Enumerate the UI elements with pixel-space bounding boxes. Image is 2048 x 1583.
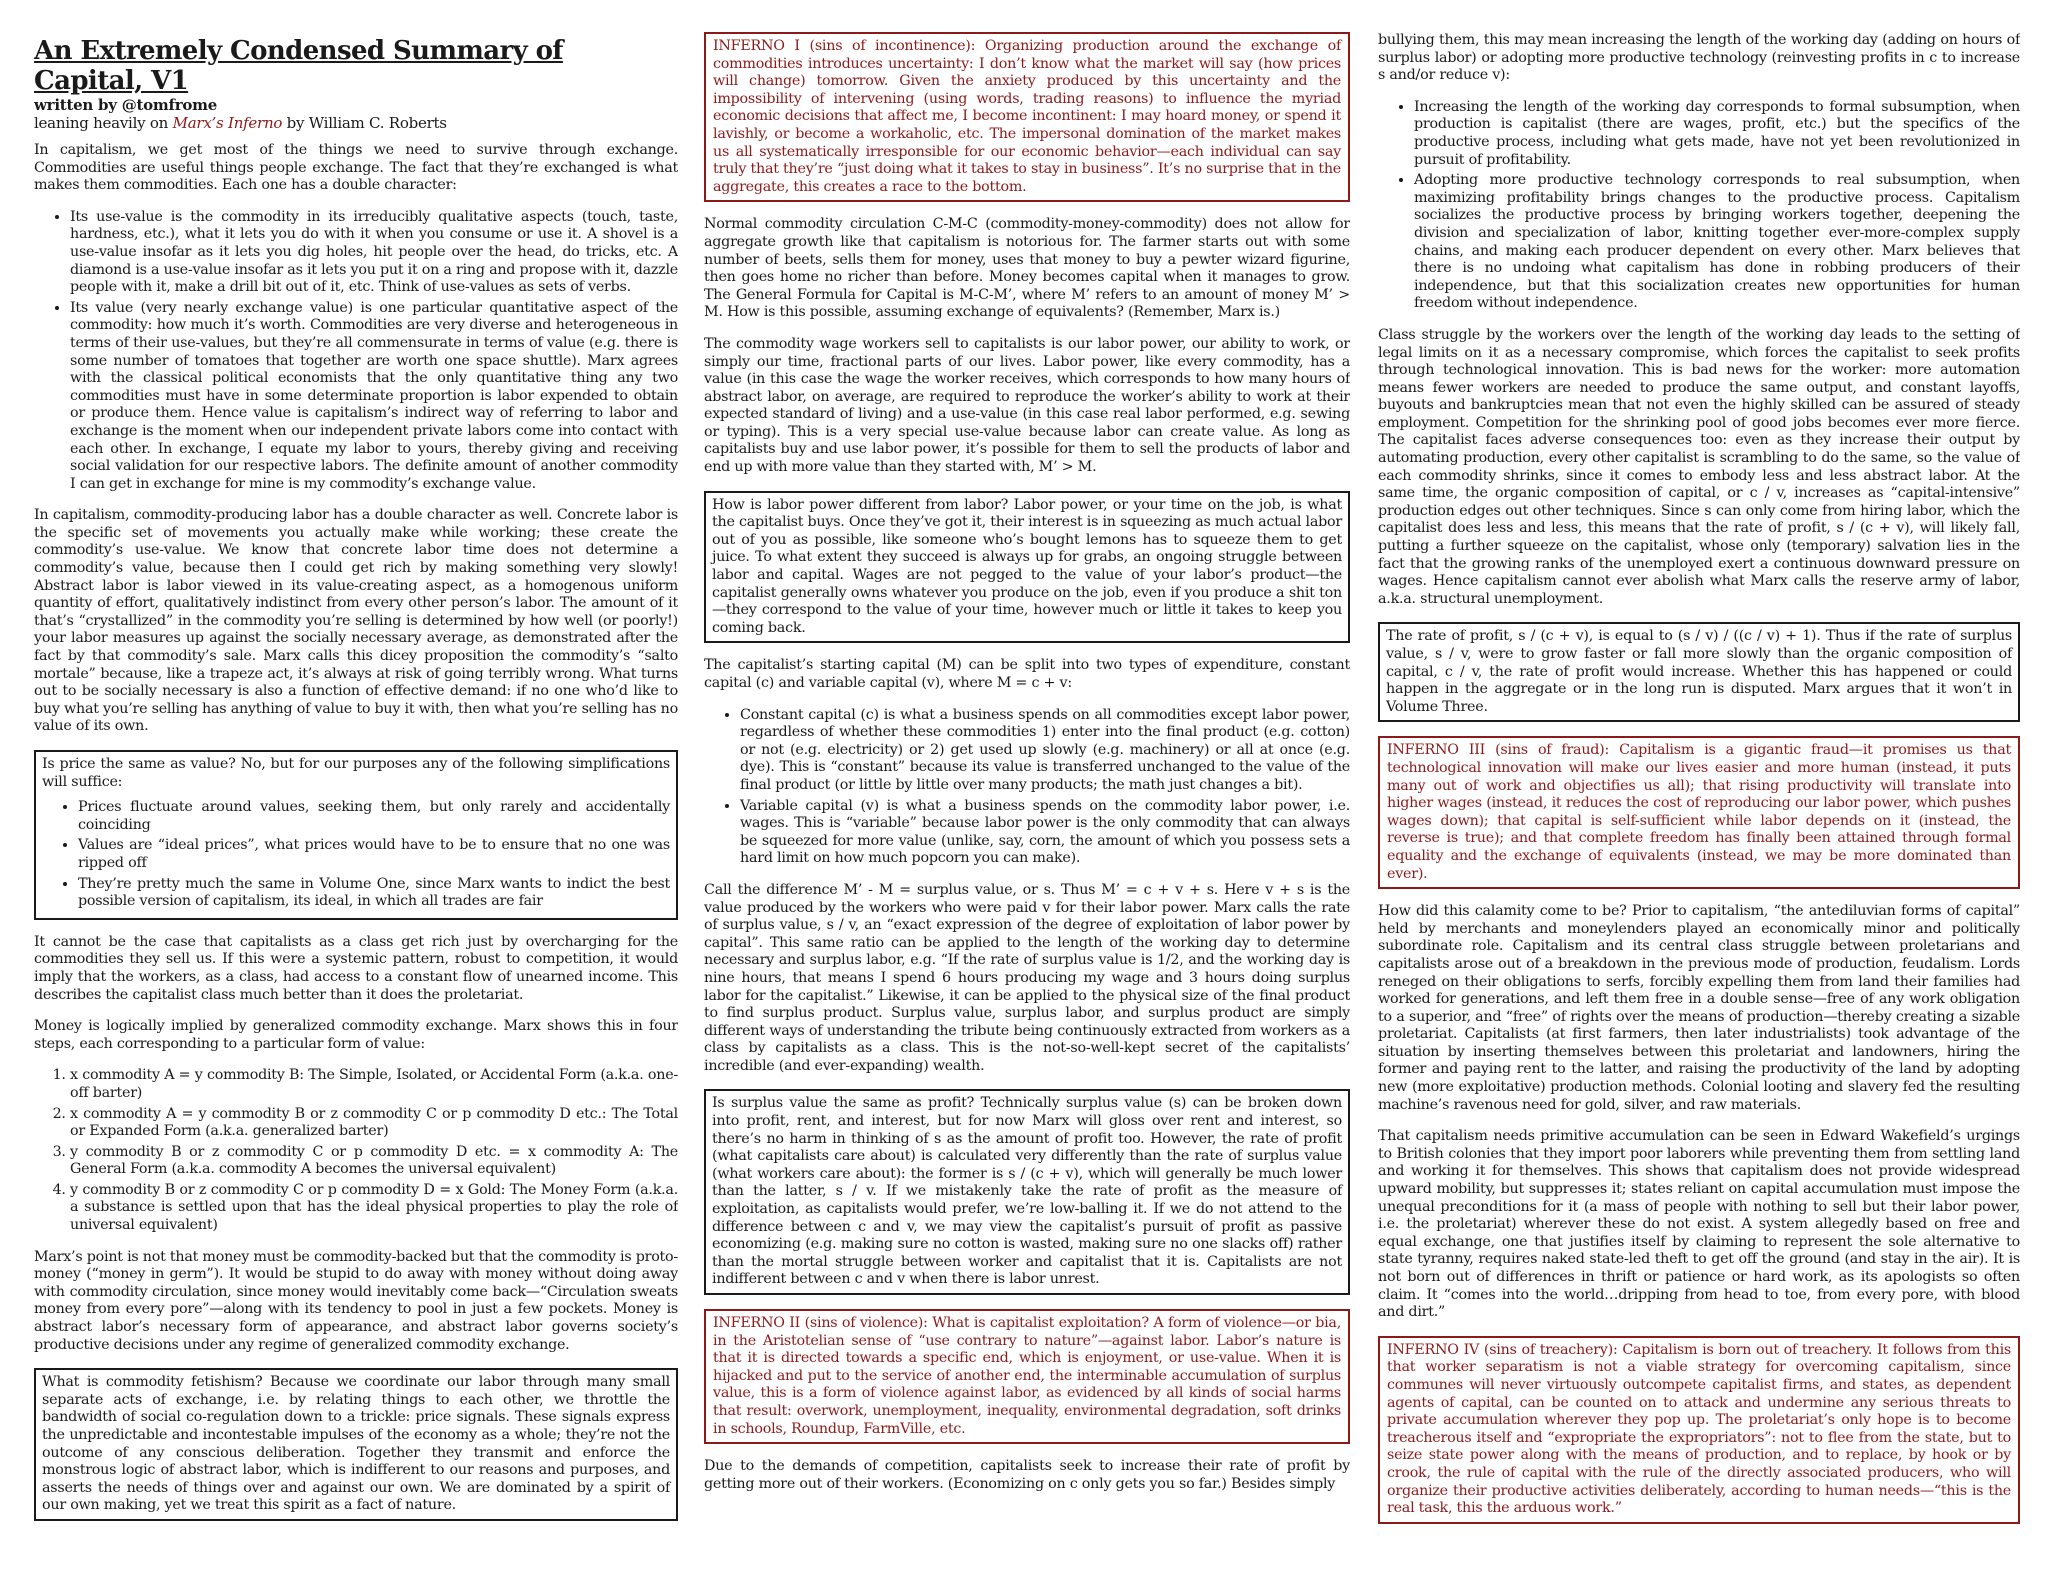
list-item: • Prices fluctuate around values, seeking them, but only rarely and accidentally coinciding	[78, 799, 670, 834]
byline: written by @tomfrome	[34, 96, 218, 114]
list-item-real-subsumption: • Adopting more productive technology corresponds to real subsumption, when maximizing profitability brings changes to the productive process. Capitalism socializes the productive process by bringing workers together, deepening the division and specialization of labor, knitting together ever-more-complex supply chains, and making each producer dependent on every other. Marx believes that there is no undoing what capitalism has done in robbing producers of their independence, but that this socialization creates new opportunities for human freedom without independence.	[1414, 172, 2020, 313]
overcharging-paragraph: It cannot be the case that capitalists as a class get rich just by overcharging for the commodities they sell us. If this were a systemic pattern, robust to competition, it would imply that the workers, as a class, had access to a constant flow of unearned income. This describes the capitalist class much better than it does the proletariat.	[34, 933, 678, 1003]
inferno-4-box: INFERNO IV (sins of treachery): Capitalism is born out of treachery. It follows from this that worker separatism is not a viable strategy for overcoming capitalism, since communes will never virtuously outcompete capitalist firms, and states, as dependent agents of capital, can be counted on to attack and undermine any serious threats to private accumulation wherever they pop up. The proletariat’s only hope is to become treacherous itself and “expropriate the expropriators”: not to flee from the state, but to seize state power along with the means of production, and to replace, by hook or by crook, the rule of capital with the rule of the directly associated producers, who will organize their productive activities deliberately, according to human needs—“this is the real task, this the arduous work.”	[1378, 1336, 2020, 1524]
capital-split-list	[704, 707, 1350, 868]
list-item-value: • Its value (very nearly exchange value) is one particular quantitative aspect of the commodity: how much it’s worth. Commodities are very diverse and heterogeneous in terms of their use-values, but they’re all commensurate in terms of value (e.g. there is some number of tomatoes that together are worth one space shuttle). Marx agrees with the classical political economists that the only quantitative thing any two commodities must have in some determinate proportion is labor expended to obtain or produce them. Hence value is capitalism’s indirect way of referring to labor and exchange is the moment when our independent private labors come into contact with each other. In exchange, I equate my labor to yours, thereby giving and receiving social validation for our respective labors. The definite amount of another commodity I can get in exchange for mine is my commodity’s exchange value.	[70, 300, 678, 494]
money-intro-paragraph: Money is logically implied by generalized commodity exchange. Marx shows this in four steps, each corresponding to a particular form of value:	[34, 1018, 678, 1052]
price-value-box	[34, 750, 678, 920]
continuation-paragraph: bullying them, this may mean increasing the length of the working day (adding on hours of surplus labor) or adopting more productive technology (reinvesting profits in c to increase s and/or reduce v):	[1378, 32, 2020, 84]
column-1	[34, 32, 678, 1572]
list-item-variable-capital: • Variable capital (v) is what a business spends on the commodity labor power, i.e. wages. This is “variable” because labor power is the only commodity that can always be squeezed for more value (unlike, say, corn, the amount of which you possess sets a hard limit on how much popcorn you can make).	[740, 798, 1350, 868]
credit-suffix: by William C. Roberts	[282, 114, 447, 132]
labor-paragraph: In capitalism, commodity-producing labor has a double character as well. Concrete labor is the specific set of movements you actually make while working; these create the commodity’s use-value. We know that concrete labor time does not determine a commodity’s value, because then I could get rich by making something very slowly! Abstract labor is labor viewed in its value-creating aspect, as a homogenous uniform quantity of effort, qualitatively indistinct from every other person’s labor. The amount of it that’s “crystallized” in the commodity you’re selling is determined by how well (or poorly!) your labor measures up against the socially necessary average, as demonstrated after the fact by that commodity’s sale. Marx calls this dicey proposition the commodity’s “salto mortale” because, like a trapeze act, it’s always at risk of going terribly wrong. What turns out to be socially necessary is also a function of effective demand: if no one who’d like to buy what you’re selling has anything of value to buy it with, then what you’re selling has no value of its own.	[34, 507, 678, 735]
list-item: 3. y commodity B or z commodity C or p commodity D etc. = x commodity A: The General Form (a.k.a. commodity A becomes the universal equivalent)	[70, 1144, 678, 1179]
rate-of-profit-box: The rate of profit, s / (c + v), is equal to (s / v) / ((c / v) + 1). Thus if the rate of surplus value, s / v, were to grow faster or fall more slowly than the organic composition of capital, c / v, the rate of profit would increase. Whether this has happened or could happen in the aggregate or in the long run is disputed. Marx argues that it won’t in Volume Three.	[1378, 622, 2020, 722]
capital-split-paragraph: The capitalist’s starting capital (M) can be split into two types of expenditure, constant capital (c) and variable capital (v), where M = c + v:	[704, 657, 1350, 691]
value-forms-list	[34, 1067, 678, 1234]
money-point-paragraph: Marx’s point is not that money must be commodity-backed but that the commodity is proto-money (“money in germ”). It would be stupid to do away with money without doing away with commodity circulation, since money would inevitably come back—“Circulation sweats money from every pore”—along with its tendency to pool in just a few pockets. Money is abstract labor’s necessary form of appearance, and abstract labor governs society’s productive decisions under any regime of generalized commodity exchange.	[34, 1248, 678, 1353]
inferno-1-box: INFERNO I (sins of incontinence): Organizing production around the exchange of commodities introduces uncertainty: I don’t know what the market will say (how prices will change) tomorrow. Given the anxiety produced by this uncertainty and the impossibility of intervening (using words, trading reasons) to influence the myriad economic decisions that affect me, I become incontinent: I may hoard money, or spend it lavishly, or become a workaholic, etc. The impersonal domination of the market makes us all systematically irresponsible for our economic behavior—each individual can say truly that they’re “just doing what it takes to stay in business”. It’s no surprise that in the aggregate, this creates a race to the bottom.	[704, 32, 1350, 202]
list-item-formal-subsumption: • Increasing the length of the working day corresponds to formal subsumption, when production is capitalist (there are wages, profit, etc.) but the specifics of the productive process, including what gets made, have not yet been revolutionized in pursuit of profitability.	[1414, 99, 2020, 169]
cmc-paragraph: Normal commodity circulation C-M-C (commodity-money-commodity) does not allow for aggregate growth like that capitalism is notorious for. The farmer starts out with some number of beets, sells them for money, uses that money to buy a pewter wizard figurine, then goes home no richer than before. Money becomes capital when it manages to grow. The General Formula for Capital is M-C-M’, where M’ refers to an amount of money M’ > M. How is this possible, assuming exchange of equivalents? (Remember, Marx is.)	[704, 216, 1350, 321]
competition-paragraph: Due to the demands of competition, capitalists seek to increase their rate of profit by getting more out of their workers. (Economizing on c only gets you so far.) Besides simply	[704, 1458, 1350, 1492]
list-item: • They’re pretty much the same in Volume One, since Marx wants to indict the best possible version of capitalism, its ideal, in which all trades are fair	[78, 876, 670, 911]
surplus-value-paragraph: Call the difference M’ - M = surplus value, or s. Thus M’ = c + v + s. Here v + s is the value produced by the workers who were paid v for their labor power. Marx calls the rate of surplus value, s / v, an “exact expression of the degree of exploitation of labor power by capital”. This same ratio can be applied to the length of the working day to determine necessary and surplus labor, e.g. “If the rate of surplus value is 1/2, and the working day is nine hours, that means I spend 6 hours producing my wage and 3 hours doing surplus labor for the capitalist.” Likewise, it can be applied to the physical size of the final product to find surplus product. Surplus value, surplus labor, and surplus product are simply different ways of understanding the tribute being continuously extracted from workers as a class by capitalists as a class. This is the not-so-well-kept secret of the capitalists’ incredible (and ever-expanding) wealth.	[704, 881, 1350, 1074]
inferno-3-box: INFERNO III (sins of fraud): Capitalism is a gigantic fraud—it promises us that technological innovation will make our lives easier and more human (instead, it puts many out of work and objectifies us all); that rising productivity will translate into higher wages (instead, it reduces the cost of reproducing our labor power, which pushes wages down); that capital is self-sufficient while labor depends on it (instead, the reverse is true); and that complete freedom has finally been attained through formal equality and the exchange of equivalents (instead, we may be more dominated than ever).	[1378, 736, 2020, 889]
list-item: 2. x commodity A = y commodity B or z commodity C or p commodity D etc.: The Total or Expanded Form (a.k.a. generalized barter)	[70, 1106, 678, 1141]
credit-prefix: leaning heavily on	[34, 114, 173, 132]
column-3	[1378, 32, 2020, 1572]
inferno-2-box: INFERNO II (sins of violence): What is capitalist exploitation? A form of violence—or bia, in the Aristotelian sense of “use contrary to nature”—against labor. Labor’s nature is that it is directed towards a specific end, which is enjoyment, or use-value. When it is hijacked and put to the service of another end, the interminable accumulation of surplus value, this is a form of violence against labor, as evidenced by all kinds of social harms that result: overwork, unemployment, inequality, environmental degradation, soft drinks in schools, Roundup, FarmVille, etc.	[704, 1309, 1350, 1444]
double-character-list	[34, 209, 678, 494]
profit-box: Is surplus value the same as profit? Technically surplus value (s) can be broken down into profit, rent, and interest, but for now Marx will gloss over rent and interest, so there’s no harm in thinking of s as the amount of profit too. However, the rate of profit (what capitalists care about) is calculated very differently than the rate of surplus value (what workers care about): the former is s / (c + v), which will generally be much lower than the latter, s / v. If we mistakenly take the rate of profit as the measure of exploitation, as capitalists would prefer, we’re low-balling it. If we do not attend to the difference between c and v, we may view the capitalist’s pursuit of profit as passive economizing (e.g. making sure no cotton is wasted, making sure no one slacks off) rather than the mortal struggle between worker and capitalist that it is. Capitalists are not indifferent between c and v when there is labor unrest.	[704, 1089, 1350, 1295]
list-item: • Values are “ideal prices”, what prices would have to be to ensure that no one was ripped off	[78, 837, 670, 872]
list-item-constant-capital: • Constant capital (c) is what a business spends on all commodities except labor power, regardless of whether these commodities 1) enter into the final product (e.g. cotton) or not (e.g. electricity) or 2) get used up slowly (e.g. machinery) or all at once (e.g. dye). This is “constant” because its value is transferred unchanged to the value of the final product (or little by little over many products; the math just changes a bit).	[740, 707, 1350, 795]
page-title: An Extremely Condensed Summary of Capital, V1	[34, 36, 563, 96]
labor-power-box: How is labor power different from labor? Labor power, or your time on the job, is what the capitalist buys. Once they’ve got it, their interest is in squeezing as much actual labor out of you as possible, like someone who’s bought lemons has to squeeze them to get juice. To what extent they succeed is always up for grabs, an ongoing struggle between labor and capital. Wages are not pegged to the value of your labor’s product—the capitalist generally owns whatever you produce on the job, even if you produce a shit ton—they correspond to the value of your time, however much or little it takes to keep you coming back.	[704, 491, 1350, 644]
price-box-list	[42, 799, 670, 911]
calamity-paragraph: How did this calamity come to be? Prior to capitalism, “the antediluvian forms of capital” held by merchants and moneylenders played an economically minor and politically subordinate role. Capitalism and its central class struggle between proletarians and capitalists arose out of a breakdown in the previous mode of production, feudalism. Lords reneged on their obligations to serfs, forcibly expelling them from land their families had worked for generations, and left them free in a double sense—free of any work obligation to a superior, and “free” of rights over the means of production—thereby creating a sizable proletariat. Capitalists (at first farmers, then later industrialists) took advantage of the situation by inserting themselves between this proletariat and landowners, hiring the former and paying rent to the latter, and raising the productivity of the land by adopting new (more exploitative) production methods. Colonial looting and slavery fed the resulting machine’s ravenous need for gold, silver, and raw materials.	[1378, 903, 2020, 1113]
credit-line	[34, 114, 678, 132]
subsumption-list	[1378, 99, 2020, 313]
column-2	[704, 32, 1350, 1572]
credit-book-link[interactable]: Marx’s Inferno	[172, 114, 283, 132]
commodity-fetishism-box: What is commodity fetishism? Because we coordinate our labor through many small separate acts of exchange, i.e. by relating things to each other, we throttle the bandwidth of social co-regulation down to a trickle: price signals. These signals express the unpredictable and incontestable impulses of the economy as a whole; they’re not the outcome of any conscious deliberation. Together they transmit and enforce the monstrous logic of abstract labor, which is indifferent to our reasons and purposes, and asserts the needs of things over and against our own. We are dominated by a spirit of our own making, yet we treat this spirit as a fact of nature.	[34, 1368, 678, 1521]
labor-power-paragraph: The commodity wage workers sell to capitalists is our labor power, our ability to work, or simply our time, fractional parts of our lives. Labor power, like every commodity, has a value (in this case the wage the worker receives, which corresponds to how many hours of abstract labor, on average, are required to reproduce the worker’s ability to work at their expected standard of living) and a use-value (in this case real labor performed, e.g. sewing or typing). This is a very special use-value because labor can create value. As long as capitalists buy and use labor power, it’s possible for them to sell the products of labor and end up with more value than they started with, M’ > M.	[704, 335, 1350, 476]
intro-paragraph: In capitalism, we get most of the things we need to survive through exchange. Commodities are useful things people exchange. The fact that they’re exchanged is what makes them commodities. Each one has a double character:	[34, 142, 678, 194]
price-box-intro: Is price the same as value? No, but for our purposes any of the following simplifications will suffice:	[42, 756, 670, 790]
primitive-accumulation-paragraph: That capitalism needs primitive accumulation can be seen in Edward Wakefield’s urgings to British colonies that they import poor laborers while preventing them from settling land and working it for themselves. This shows that capitalism does not provide widespread upward mobility, but suppresses it; states reliant on capital accumulation must impose the unequal preconditions for it (a mass of people with nothing to sell but their labor power, i.e. the proletariat) wherever these do not exist. A system allegedly based on free and equal exchange, one that justifies itself by claiming to represent the sole alternative to state tyranny, requires naked state-led theft to get off the ground (and stay in the air). It is not born out of differences in thrift or patience or hard work, as its apologists so often claim. It “comes into the world…dripping from head to toe, from every pore, with blood and dirt.”	[1378, 1128, 2020, 1321]
list-item-use-value: • Its use-value is the commodity in its irreducibly qualitative aspects (touch, taste, hardness, etc.), what it lets you do with it when you consume or use it. A shovel is a use-value insofar as it lets you dig holes, hit people over the head, do tricks, etc. A diamond is a use-value insofar as it lets you put it on a ring and propose with it, dazzle people with it, make a drill bit out of it, etc. Think of use-values as sets of verbs.	[70, 209, 678, 297]
list-item: 4. y commodity B or z commodity C or p commodity D = x Gold: The Money Form (a.k.a. a substance is settled upon that has the ideal physical properties to play the role of universal equivalent)	[70, 1182, 678, 1235]
class-struggle-paragraph: Class struggle by the workers over the length of the working day leads to the setting of legal limits on it as a necessary compromise, which forces the capitalist to seek profits through technological innovation. This is bad news for the worker: more automation means fewer workers are needed to produce the same output, and constant layoffs, buyouts and bankruptcies mean that not even the highly skilled can be assured of steady employment. Competition for the shrinking pool of good jobs becomes ever more fierce. The capitalist faces adverse consequences too: even as they increase their output by automating production, every other capitalist is scrambling to do the same, so the value of each commodity shrinks, since it comes to embody less and less abstract labor. At the same time, the organic composition of capital, or c / v, increases as “capital-intensive” production edges out other techniques. Since s can only come from hiring labor, which the capitalist does less and less, this means that the rate of profit, s / (c + v), will likely fall, putting a further squeeze on the capitalist, whose only (temporary) salvation lies in the fact that the growing ranks of the unemployed exert a continuous downward pressure on wages. Hence capitalism cannot ever abolish what Marx calls the reserve army of labor, a.k.a. structural unemployment.	[1378, 326, 2020, 607]
list-item: 1. x commodity A = y commodity B: The Simple, Isolated, or Accidental Form (a.k.a. one-off barter)	[70, 1067, 678, 1102]
